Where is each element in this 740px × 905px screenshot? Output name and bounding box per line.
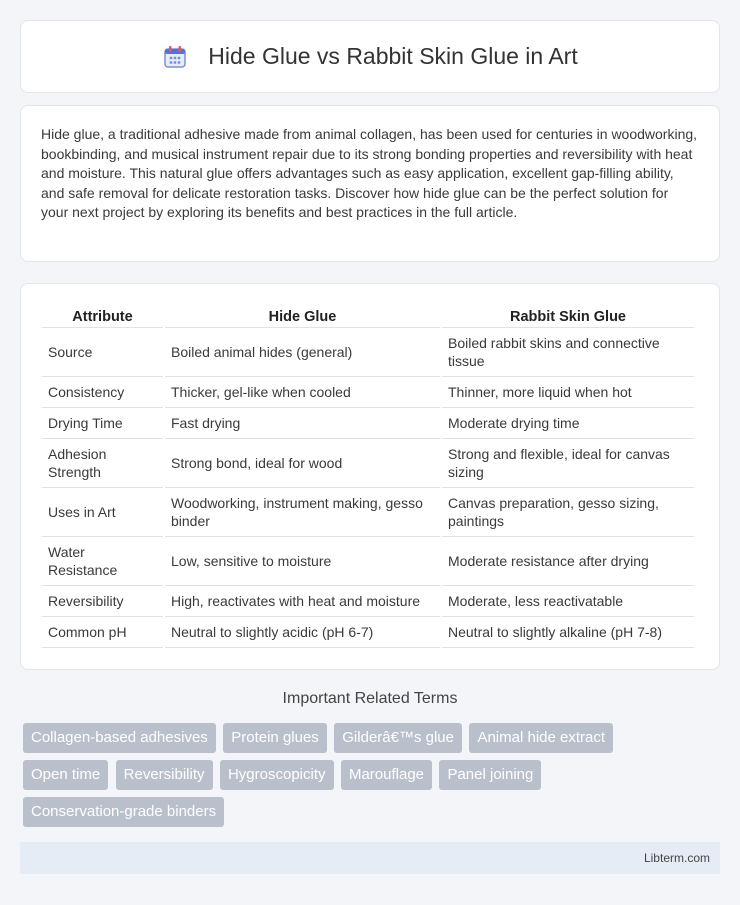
table-cell: Moderate, less reactivatable <box>442 586 694 617</box>
table-cell: Consistency <box>42 377 163 408</box>
calendar-icon <box>162 44 188 70</box>
table-cell: Moderate drying time <box>442 408 694 439</box>
page-title: Hide Glue vs Rabbit Skin Glue in Art <box>208 43 578 69</box>
table-cell: Neutral to slightly acidic (pH 6-7) <box>165 617 440 648</box>
column-header-attribute: Attribute <box>42 304 163 328</box>
table-row <box>42 537 694 586</box>
related-term-tag[interactable]: Conservation-grade binders <box>23 797 224 827</box>
table-cell: Thinner, more liquid when hot <box>442 377 694 408</box>
related-terms-title: Important Related Terms <box>282 690 458 707</box>
table-cell: Low, sensitive to moisture <box>165 537 440 586</box>
table-row <box>42 377 694 408</box>
table-cell: Thicker, gel-like when cooled <box>165 377 440 408</box>
related-terms-list <box>23 723 723 834</box>
table-cell: Boiled animal hides (general) <box>165 328 440 377</box>
related-term-tag[interactable]: Marouflage <box>341 760 432 790</box>
comparison-card <box>20 283 720 670</box>
table-cell: Reversibility <box>42 586 163 617</box>
table-cell: Woodworking, instrument making, gesso binder <box>165 488 440 537</box>
comparison-table <box>40 304 696 648</box>
related-term-tag[interactable]: Protein glues <box>223 723 327 753</box>
table-row <box>42 488 694 537</box>
table-cell: Common pH <box>42 617 163 648</box>
table-cell: Uses in Art <box>42 488 163 537</box>
table-cell: Water Resistance <box>42 537 163 586</box>
table-row <box>42 586 694 617</box>
table-header-row <box>42 304 694 328</box>
intro-card <box>20 105 720 262</box>
table-cell: High, reactivates with heat and moisture <box>165 586 440 617</box>
related-term-tag[interactable]: Hygroscopicity <box>220 760 334 790</box>
header-card <box>20 20 720 93</box>
table-cell: Moderate resistance after drying <box>442 537 694 586</box>
table-cell: Neutral to slightly alkaline (pH 7-8) <box>442 617 694 648</box>
table-cell: Source <box>42 328 163 377</box>
related-term-tag[interactable]: Panel joining <box>439 760 541 790</box>
related-term-tag[interactable]: Collagen-based adhesives <box>23 723 216 753</box>
related-term-tag[interactable]: Open time <box>23 760 108 790</box>
table-cell: Drying Time <box>42 408 163 439</box>
table-cell: Fast drying <box>165 408 440 439</box>
table-cell: Canvas preparation, gesso sizing, paintings <box>442 488 694 537</box>
related-term-tag[interactable]: Gilderâ€™s glue <box>334 723 462 753</box>
table-cell: Strong bond, ideal for wood <box>165 439 440 488</box>
table-row <box>42 328 694 377</box>
table-row <box>42 439 694 488</box>
table-row <box>42 617 694 648</box>
intro-text: Hide glue, a traditional adhesive made from animal collagen, has been used for centuries in woodworking, bookbinding, and musical instrument repair due to its strong bonding properties and reversibility with heat and moisture. This natural glue offers advantages such as easy application, excellent gap-filling ability, and safe removal for delicate restoration tasks. Discover how hide glue can be the perfect solution for your next project by exploring its benefits and best practices in the full article. <box>41 126 698 220</box>
footer-brand-link[interactable]: Libterm.com <box>643 851 710 865</box>
table-cell: Adhesion Strength <box>42 439 163 488</box>
footer <box>20 842 720 874</box>
table-row <box>42 408 694 439</box>
column-header-rabbit-skin-glue: Rabbit Skin Glue <box>442 304 694 328</box>
table-cell: Boiled rabbit skins and connective tissue <box>442 328 694 377</box>
column-header-hide-glue: Hide Glue <box>165 304 440 328</box>
table-cell: Strong and flexible, ideal for canvas sizing <box>442 439 694 488</box>
related-term-tag[interactable]: Animal hide extract <box>469 723 613 753</box>
related-term-tag[interactable]: Reversibility <box>116 760 213 790</box>
